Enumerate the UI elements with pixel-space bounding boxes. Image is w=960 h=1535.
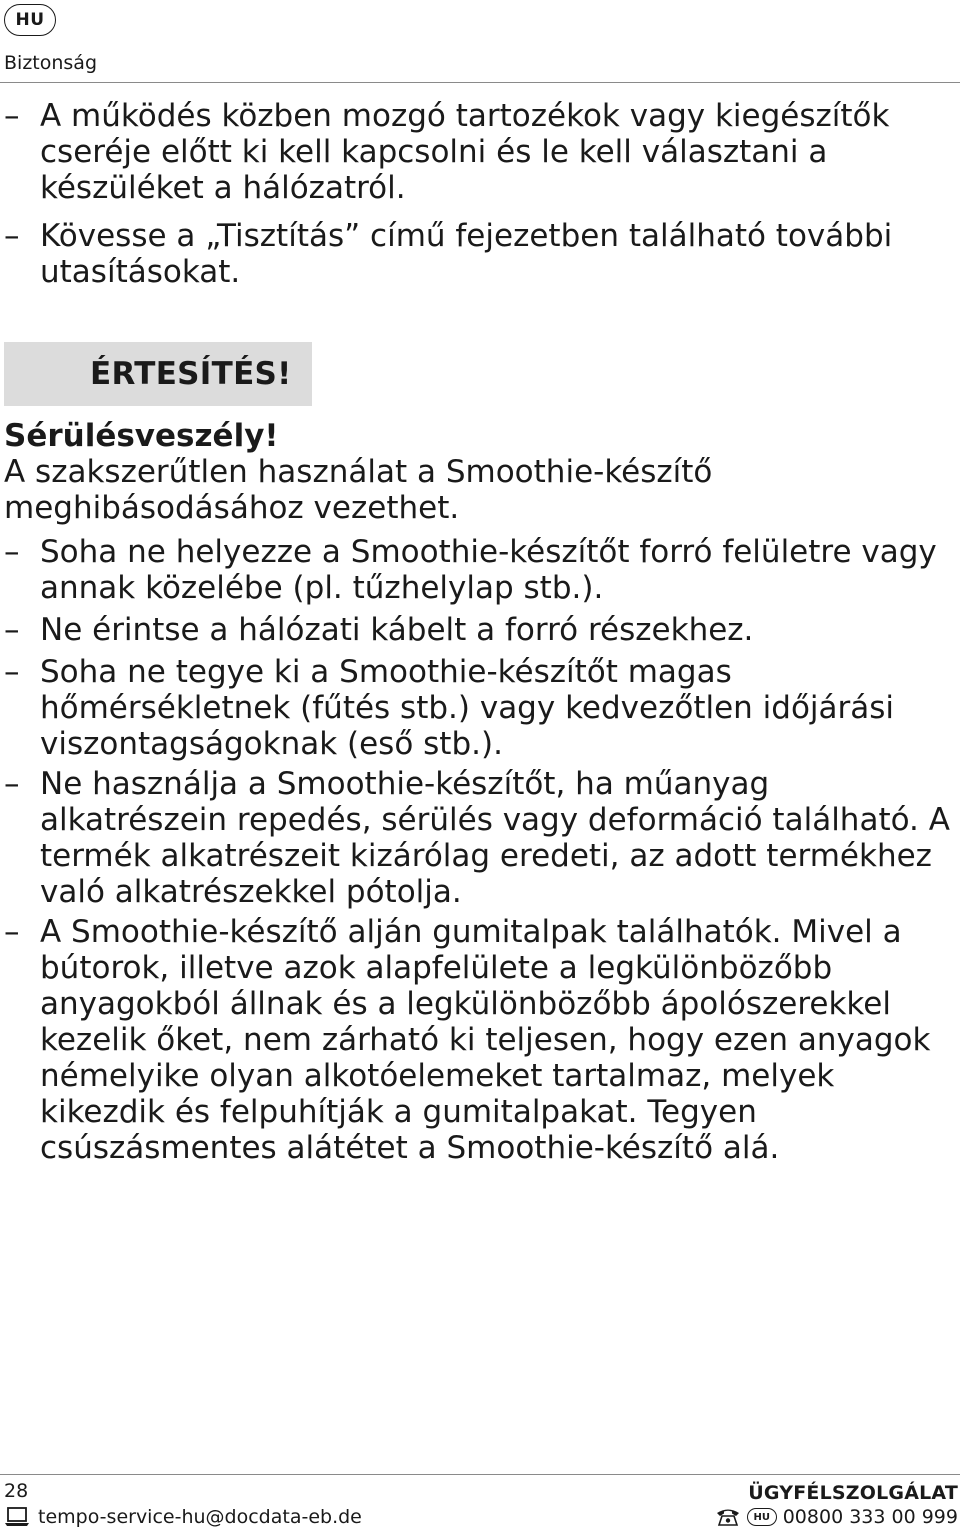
list-item-text: Soha ne tegye ki a Smoothie-készítőt magas hőmérsékletnek (fűtés stb.) vagy kedvezőtlen időjárási viszontagságoknak (eső stb.).	[40, 654, 895, 762]
list-item-text: Kövesse a „Tisztítás” című fejezetben található további utasításokat.	[40, 218, 893, 290]
footer-email	[4, 1506, 362, 1528]
list-dash: –	[4, 766, 20, 802]
list-item	[4, 654, 954, 762]
customer-service-title: ÜGYFÉLSZOLGÁLAT	[748, 1482, 958, 1504]
list-item	[4, 766, 954, 910]
telephone-icon	[715, 1507, 741, 1527]
footer-phone	[715, 1506, 958, 1528]
list-dash: –	[4, 654, 20, 690]
list-item	[4, 534, 954, 606]
phone-number: 00800 333 00 999	[782, 1506, 958, 1528]
list-item-text: A működés közben mozgó tartozékok vagy kiegészítők cseréje előtt ki kell kapcsolni és le kell választani a készüléket a hálózatról.	[40, 98, 890, 206]
list-item	[4, 612, 954, 648]
country-badge: HU	[747, 1508, 777, 1526]
list-item	[4, 98, 954, 206]
list-dash: –	[4, 218, 20, 254]
page-number: 28	[4, 1480, 29, 1502]
list-dash: –	[4, 914, 20, 950]
list-item-text: Ne használja a Smoothie-készítőt, ha műanyag alkatrészein repedés, sérülés vagy deformáció található. A termék alkatrészeit kizárólag eredeti, az adott termékhez való alkatrészekkel pótolja.	[40, 766, 950, 910]
section-title: Biztonság	[4, 52, 98, 74]
list-dash: –	[4, 98, 20, 134]
laptop-icon	[4, 1506, 30, 1528]
list-item-text: Ne érintse a hálózati kábelt a forró részekhez.	[40, 612, 754, 648]
language-badge: HU	[4, 4, 56, 36]
email-link[interactable]: tempo-service-hu@docdata-eb.de	[38, 1506, 362, 1528]
warning-heading: Sérülésveszély!	[4, 418, 279, 454]
notice-label: ÉRTESÍTÉS!	[4, 342, 312, 406]
list-item-text: A Smoothie-készítő alján gumitalpak találhatók. Mivel a bútorok, illetve azok alapfelülete a legkülönbözőbb anyagokból állnak és a legkülönbözőbb ápolószerekkel kezelik őket, nem zárható ki teljesen, hogy ezen anyagok némelyike olyan alkotóelemeket tartalmaz, melyek kikezdik és felpuhítják a gumitalpakat. Tegyen csúszásmentes alátétet a Smoothie-készítő alá.	[40, 914, 931, 1166]
list-item-text: Soha ne helyezze a Smoothie-készítőt forró felületre vagy annak közelébe (pl. tűzhelylap stb.).	[40, 534, 937, 606]
list-dash: –	[4, 534, 20, 570]
header-divider	[0, 82, 960, 83]
footer-divider	[0, 1474, 960, 1475]
list-item	[4, 914, 954, 1166]
list-dash: –	[4, 612, 20, 648]
list-item	[4, 218, 954, 290]
warning-text: A szakszerűtlen használat a Smoothie-készítő meghibásodásához vezethet.	[4, 454, 713, 526]
